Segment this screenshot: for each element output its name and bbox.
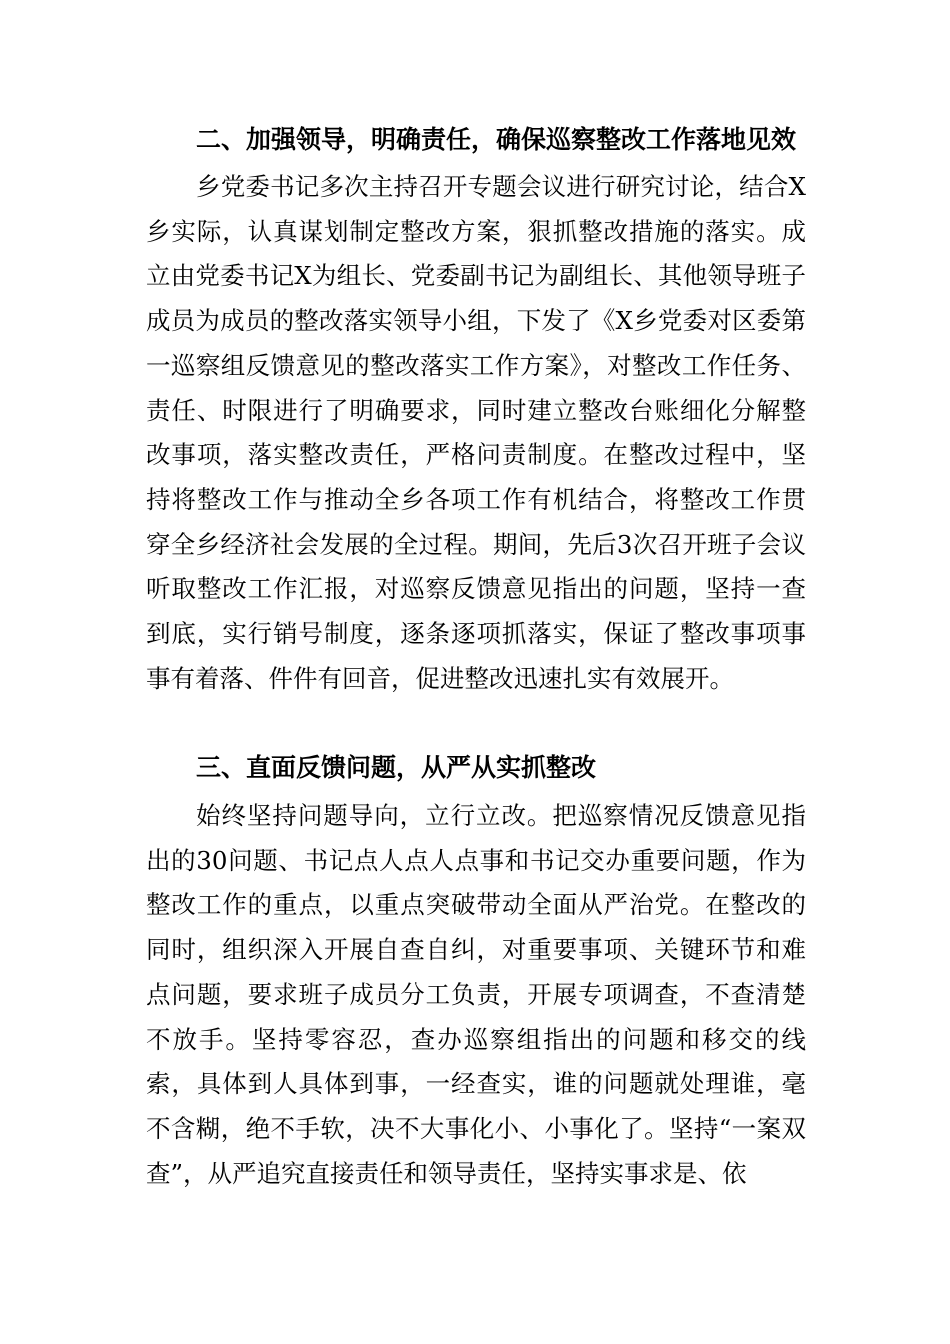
section-heading-3: 三、直面反馈问题，从严从实抓整改: [196, 753, 597, 782]
section-heading-2: 二、加强领导，明确责任，确保巡察整改工作落地见效: [196, 125, 797, 154]
section-paragraph-3: 始终坚持问题导向，立行立改。把巡察情况反馈意见指出的30问题、书记点人点人点事和书记交办重要问题，作为整改工作的重点，以重点突破带动全面从严治党。在整改的同时，组织深入开展自查自纠，对重要事项、关键环节和难点问题，要求班子成员分工负责，开展专项调查，不查清楚不放手。坚持零容忍，查办巡察组指出的问题和移交的线索，具体到人具体到事，一经查实，谁的问题就处理谁，毫不含糊，绝不手软，决不大事化小、小事化了。坚持“一案双查”，从严追究直接责任和领导责任，坚持实事求是、依: [146, 801, 806, 1188]
section-paragraph-2: 乡党委书记多次主持召开专题会议进行研究讨论，结合X乡实际，认真谋划制定整改方案，狠抓整改措施的落实。成立由党委书记X为组长、党委副书记为副组长、其他领导班子成员为成员的整改落实领导小组，下发了《X乡党委对区委第一巡察组反馈意见的整改落实工作方案》，对整改工作任务、责任、时限进行了明确要求，同时建立整改台账细化分解整改事项，落实整改责任，严格问责制度。在整改过程中，坚持将整改工作与推动全乡各项工作有机结合，将整改工作贯穿全乡经济社会发展的全过程。期间，先后3次召开班子会议听取整改工作汇报，对巡察反馈意见指出的问题，坚持一查到底，实行销号制度，逐条逐项抓落实，保证了整改事项事事有着落、件件有回音，促进整改迅速扎实有效展开。: [146, 172, 806, 693]
